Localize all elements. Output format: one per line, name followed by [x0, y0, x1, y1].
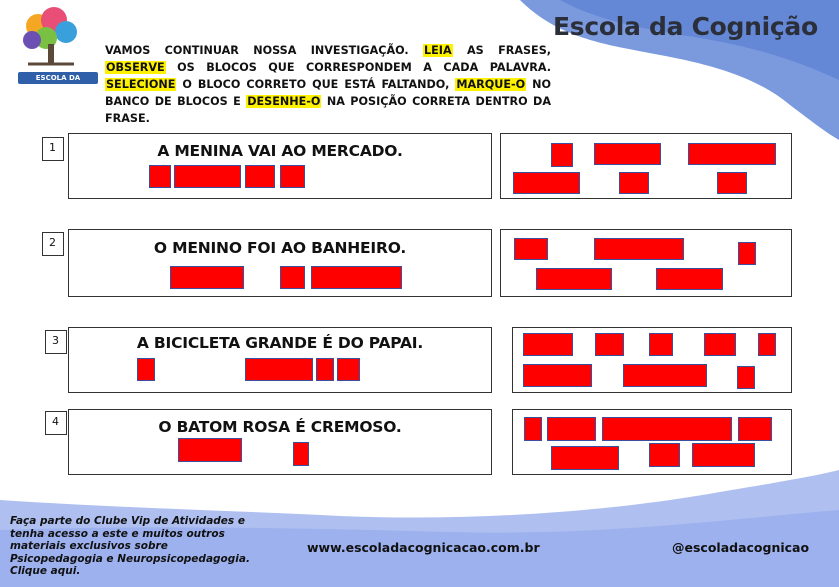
bank-block[interactable]	[513, 172, 580, 194]
word-block	[170, 266, 244, 289]
bank-block[interactable]	[594, 143, 661, 165]
word-block	[337, 358, 360, 381]
word-block	[149, 165, 171, 188]
word-block	[245, 358, 313, 381]
instagram-handle[interactable]: @escoladacognicao	[672, 540, 810, 555]
school-logo[interactable]	[8, 4, 92, 94]
brain-tree-icon	[8, 4, 92, 70]
highlight-selecione: SELECIONE	[106, 78, 176, 91]
highlight-desenhe: DESENHE-O	[247, 95, 321, 108]
exercise-number: 3	[45, 330, 67, 354]
bank-block[interactable]	[717, 172, 747, 194]
bank-block[interactable]	[536, 268, 612, 290]
word-block	[293, 442, 309, 466]
bank-block[interactable]	[758, 333, 776, 356]
bank-block[interactable]	[551, 143, 573, 167]
highlight-observe: OBSERVE	[106, 61, 165, 74]
bank-block[interactable]	[523, 364, 592, 387]
brand-title: Escola da Cognição	[553, 12, 818, 41]
bank-block[interactable]	[594, 238, 684, 260]
word-block	[280, 266, 305, 289]
bank-block[interactable]	[649, 333, 673, 356]
logo-label: ESCOLA DA COGNIÇÃO	[18, 72, 98, 84]
sentence-card-4	[68, 409, 492, 475]
word-block	[316, 358, 334, 381]
bank-block[interactable]	[524, 417, 542, 441]
instructions-text: VAMOS CONTINUAR NOSSA INVESTIGAÇÃO. LEIA AS FRASES, OBSERVE OS BLOCOS QUE CORRESPONDEM A CADA PALAVRA. SELECIONE O BLOCO CORRETO QUE ESTÁ FALTANDO, MARQUE-O NO BANCO DE BLOCOS E DESENHE-O NA POSIÇÃO CORRETA DENTRO DA FRASE.	[105, 44, 551, 125]
sentence-card-2	[68, 229, 492, 297]
bank-block[interactable]	[738, 242, 756, 265]
sentence-text: A MENINA VAI AO MERCADO.	[157, 142, 403, 160]
website-link[interactable]: www.escoladacognicacao.com.br	[307, 540, 540, 555]
club-vip-link[interactable]: Faça parte do Clube Vip de Atividades e tenha acesso a este e muitos outros materiais exclusivos sobre Psicopedagogia e Neuropsicopedagogia. Clique aqui.	[10, 515, 250, 577]
highlight-leia: LEIA	[424, 44, 452, 57]
block-bank-1	[500, 133, 792, 199]
bank-block[interactable]	[547, 417, 596, 441]
highlight-marque: MARQUE-O	[456, 78, 526, 91]
bank-block[interactable]	[704, 333, 736, 356]
sentence-card-3	[68, 327, 492, 393]
sentence-text: A BICICLETA GRANDE É DO PAPAI.	[136, 334, 424, 352]
bank-block[interactable]	[619, 172, 649, 194]
bank-block[interactable]	[602, 417, 732, 441]
sentence-text: O MENINO FOI AO BANHEIRO.	[153, 239, 407, 257]
exercise-number: 2	[42, 232, 64, 256]
word-block	[311, 266, 402, 289]
word-block	[178, 438, 242, 462]
sentence-card-1	[68, 133, 492, 199]
exercise-number: 1	[42, 137, 64, 161]
bank-block[interactable]	[656, 268, 723, 290]
bank-block[interactable]	[623, 364, 707, 387]
bank-block[interactable]	[551, 446, 619, 470]
sentence-text: O BATOM ROSA É CREMOSO.	[158, 418, 402, 436]
bank-block[interactable]	[514, 238, 548, 260]
word-block	[245, 165, 275, 188]
bank-block[interactable]	[523, 333, 573, 356]
bank-block[interactable]	[688, 143, 776, 165]
exercise-number: 4	[45, 411, 67, 435]
block-bank-4	[512, 409, 792, 475]
word-block	[174, 165, 241, 188]
word-block	[137, 358, 155, 381]
block-bank-3	[512, 327, 792, 393]
word-block	[280, 165, 305, 188]
bank-block[interactable]	[692, 443, 755, 467]
bank-block[interactable]	[737, 366, 755, 389]
bank-block[interactable]	[649, 443, 680, 467]
bank-block[interactable]	[738, 417, 772, 441]
bank-block[interactable]	[595, 333, 624, 356]
block-bank-2	[500, 229, 792, 297]
